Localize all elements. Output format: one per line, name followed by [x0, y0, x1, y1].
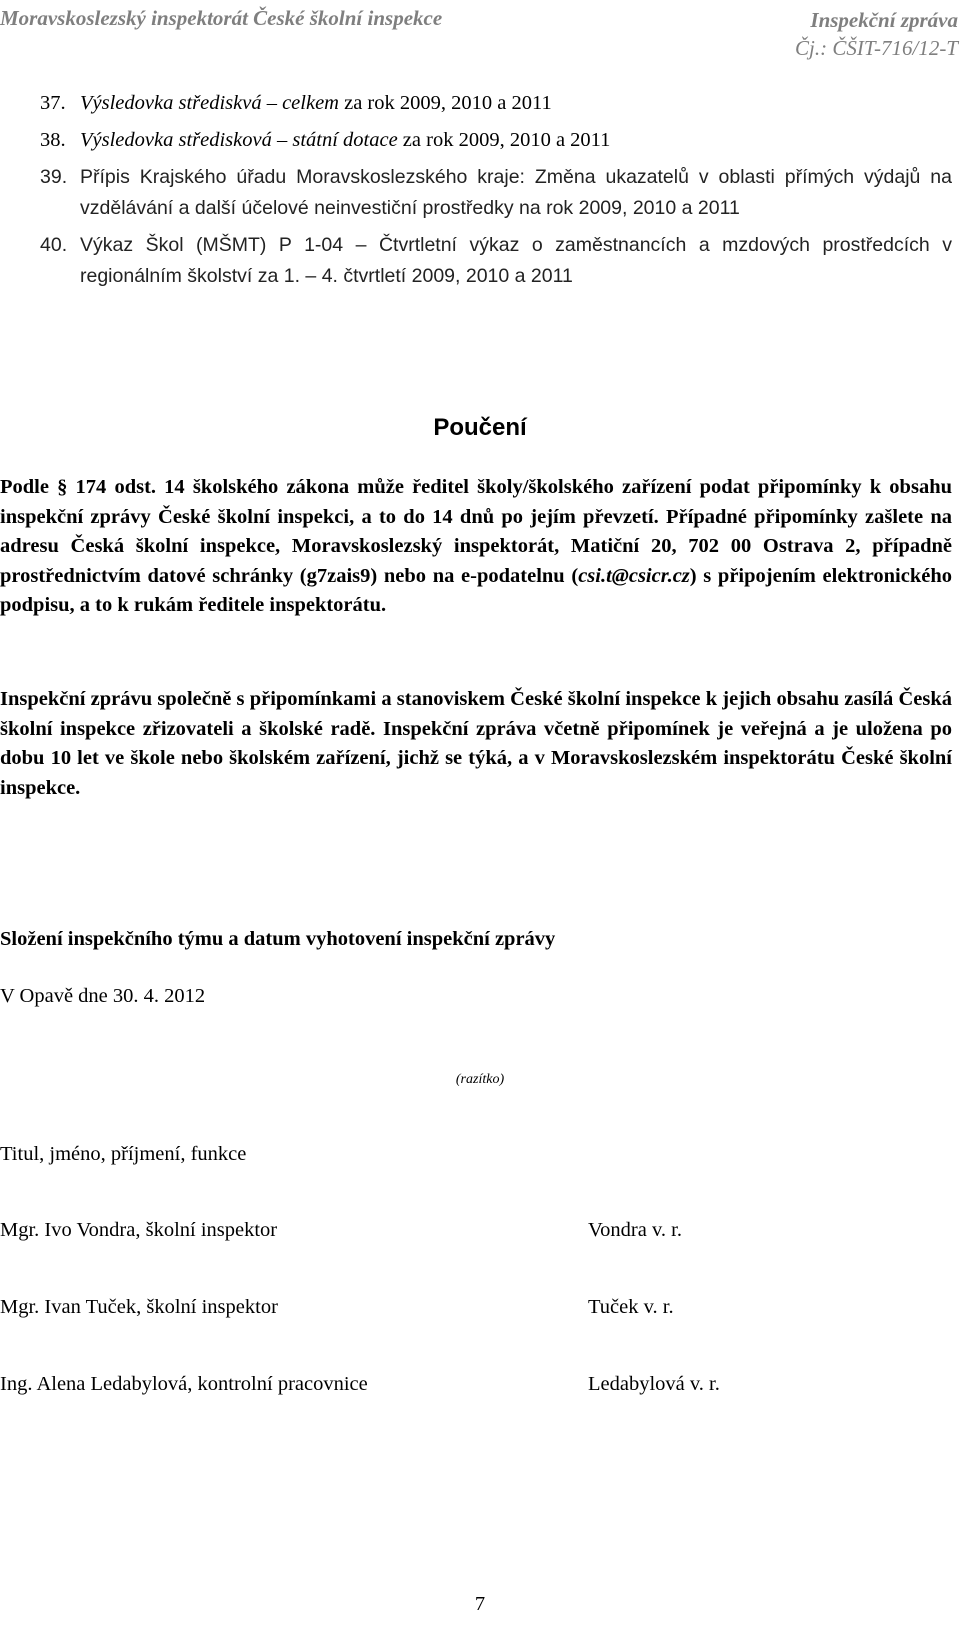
list-item-text: Výkaz Škol (MŠMT) P 1-04 – Čtvrtletní výkaz o zaměstnancích a mzdových prostředcích v regionálním školství za 1. – 4. čtvrtletí 2009, 2010 a 2011: [80, 234, 952, 287]
team-section-title: Složení inspekčního týmu a datum vyhotovení inspekční zprávy: [0, 928, 556, 950]
list-item-text: Přípis Krajského úřadu Moravskoslezského kraje: Změna ukazatelů v oblasti přímých výdajů na vzdělávání a další účelové neinvestiční prostředky na rok 2009, 2010 a 2011: [80, 166, 952, 219]
list-item-italic-text: Výsledovka středisková – státní dotace: [80, 129, 398, 151]
list-item-number: 38.: [40, 129, 66, 151]
list-item: [40, 125, 952, 156]
member-signature: Ledabylová v. r.: [588, 1373, 720, 1395]
header-institution: Moravskoslezský inspektorát České školní inspekce: [0, 6, 443, 30]
poucheni-text: ) s připojením elektronického podpisu, a to k rukám ředitele inspektorátu.: [0, 564, 952, 616]
list-item-text: za rok 2009, 2010 a 2011: [397, 129, 611, 151]
attachment-list: [40, 88, 952, 298]
member-name: Ing. Alena Ledabylová, kontrolní pracovnice: [0, 1373, 368, 1395]
section-heading-poucheni: Poučení: [433, 414, 527, 441]
stamp-placeholder: (razítko): [455, 1072, 505, 1087]
poucheni-paragraph-1: [0, 473, 952, 621]
member-name: Mgr. Ivo Vondra, školní inspektor: [0, 1219, 278, 1241]
list-item-text: za rok 2009, 2010 a 2011: [338, 92, 552, 114]
header-report-title: Inspekční zpráva: [810, 8, 958, 32]
poucheni-paragraph-2: Inspekční zprávu společně s připomínkami a stanoviskem České školní inspekce k jejich obsahu zasílá Česká školní inspekce zřizovateli a školské radě. Inspekční zpráva včetně připomínek je veřejná a je uložena po dobu 10 let ve škole nebo školském zařízení, jichž se týká, a v Moravskoslezském inspektorátu České školní inspekce.: [0, 688, 952, 799]
list-item: [40, 162, 952, 224]
e-podatelna-email: csi.t@csicr.cz: [578, 564, 690, 587]
page-number: 7: [474, 1593, 486, 1615]
header-reference-number: Čj.: ČŠIT-716/12-T: [795, 36, 958, 60]
member-name: Mgr. Ivan Tuček, školní inspektor: [0, 1296, 278, 1318]
place-date: V Opavě dne 30. 4. 2012: [0, 985, 206, 1007]
list-item-number: 40.: [40, 234, 68, 256]
list-item-italic-text: Výsledovka střediskvá – celkem: [80, 92, 339, 114]
poucheni-text: Podle § 174 odst. 14 školského zákona může ředitel školy/školského zařízení podat připomínky k obsahu inspekční zprávy České školní inspekci, a to do 14 dnů po jejím převzetí. Případné připomínky zašlete na adresu Česká školní inspekce, Moravskoslezský inspektorát, Matiční 20, 702 00 Ostrava 2, případně prostřednictvím datové schránky (g7zais9) nebo na e-podatelnu (: [0, 476, 952, 587]
list-item: [40, 88, 952, 119]
signature-table-label: Titul, jméno, příjmení, funkce: [0, 1143, 247, 1165]
list-item-number: 39.: [40, 166, 68, 188]
list-item-number: 37.: [40, 92, 66, 114]
list-item: [40, 230, 952, 292]
header-document-info: [795, 6, 958, 62]
member-signature: Vondra v. r.: [588, 1219, 682, 1241]
member-signature: Tuček v. r.: [588, 1296, 674, 1318]
